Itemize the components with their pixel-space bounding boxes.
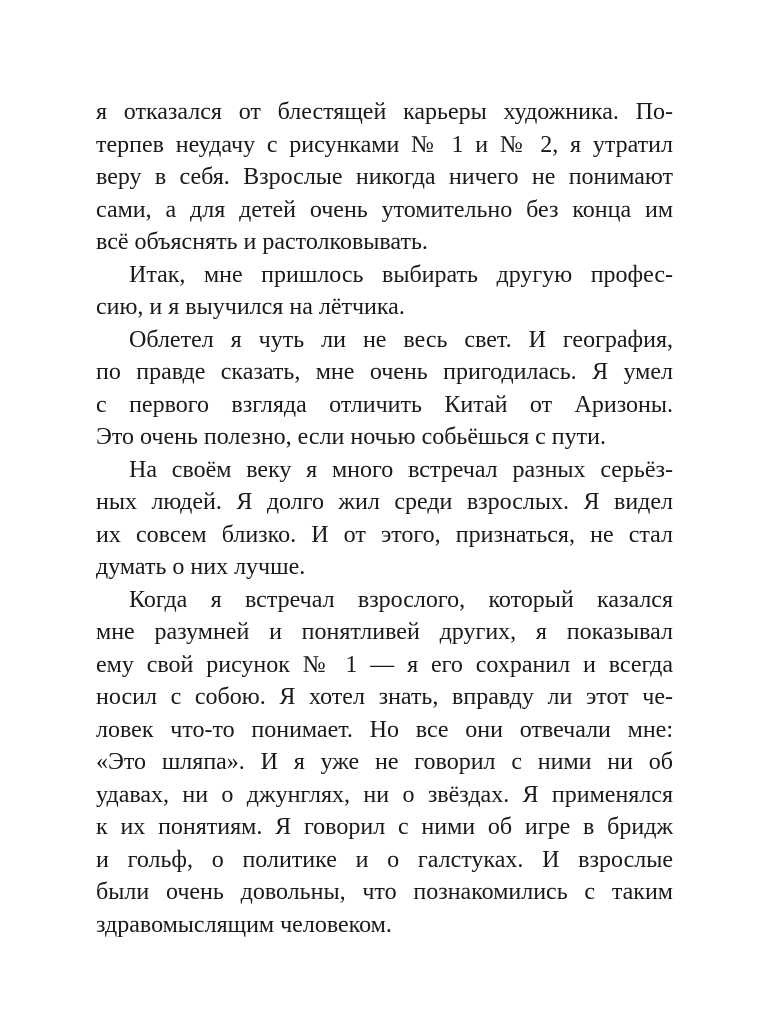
book-page — [96, 96, 673, 941]
text-line: с первого взгляда отличить Китай от Аризоны. — [96, 391, 673, 418]
text-line: ему свой рисунок № 1 — я его сохранил и всегда — [96, 651, 673, 678]
text-line: «Это шляпа». И я уже не говорил с ними ни об — [96, 749, 673, 775]
text-line: терпев неудачу с рисунками № 1 и № 2, я утратил — [96, 131, 673, 158]
paragraph — [96, 259, 673, 324]
paragraph — [96, 324, 673, 454]
text-line: Это очень полезно, если ночью собьёшься с пути. — [96, 424, 606, 450]
text-line: Итак, мне пришлось выбирать другую профес- — [129, 261, 673, 288]
paragraph — [96, 584, 673, 942]
text-line: Когда я встречал взрослого, который казался — [129, 586, 673, 613]
text-line: сами, а для детей очень утомительно без конца им — [96, 196, 673, 223]
text-line: были очень довольны, что познакомились с таким — [96, 879, 673, 905]
text-line: веру в себя. Взрослые никогда ничего не понимают — [96, 164, 673, 190]
text-line: думать о них лучше. — [96, 554, 306, 580]
text-line: удавах, ни о джунглях, ни о звёздах. Я применялся — [96, 781, 673, 808]
text-line: Облетел я чуть ли не весь свет. И география, — [129, 326, 673, 353]
text-line: носил с собою. Я хотел знать, вправду ли этот че- — [96, 684, 673, 710]
text-line: я отказался от блестящей карьеры художника. По- — [96, 99, 673, 125]
text-line: по правде сказать, мне очень пригодилась. Я умел — [96, 359, 673, 385]
text-line: и гольф, о политике и о галстуках. И взрослые — [96, 846, 673, 873]
text-line: На своём веку я много встречал разных серьёз- — [129, 456, 673, 483]
text-line: ных людей. Я долго жил среди взрослых. Я видел — [96, 489, 673, 515]
text-line: здравомыслящим человеком. — [96, 911, 392, 938]
text-line: ловек что-то понимает. Но все они отвечали мне: — [96, 716, 673, 743]
paragraph — [96, 96, 673, 259]
paragraph — [96, 454, 673, 584]
text-line: мне разумней и понятливей других, я показывал — [96, 619, 673, 645]
text-line: к их понятиям. Я говорил с ними об игре в бридж — [96, 814, 673, 840]
text-line: сию, и я выучился на лётчика. — [96, 294, 405, 320]
text-line: их совсем близко. И от этого, признаться, не стал — [96, 521, 673, 548]
text-line: всё объяснять и растолковывать. — [96, 229, 428, 255]
